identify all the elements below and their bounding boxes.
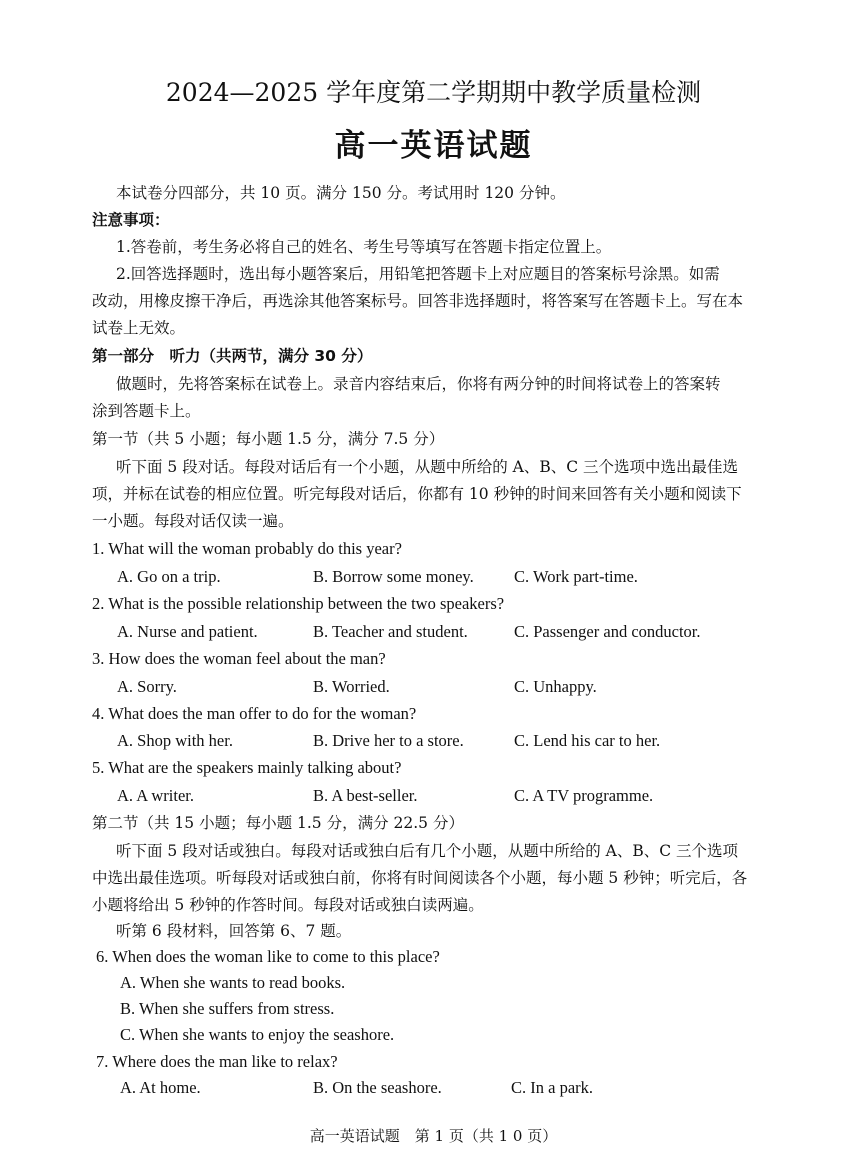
option-c: C. Work part-time. (514, 567, 638, 586)
section2-desc-line-1: 听下面 5 段对话或独白。每段对话或独白后有几个小题，从题中所给的 A、B、C 三个选项 (116, 842, 739, 860)
exam-header-title: 2024—2025 学年度第二学期期中教学质量检测 (165, 78, 702, 107)
section1-desc-line-2: 项，并标在试卷的相应位置。听完每段对话后，你都有 10 秒钟的时间来回答有关小题和阅读下 (92, 485, 742, 503)
option-a: A. A writer. (117, 786, 194, 805)
section2-desc-line-2: 中选出最佳选项。听每段对话或独白前，你将有时间阅读各个小题，每小题 5 秒钟；听完后，各 (92, 869, 748, 887)
notes-heading: 注意事项： (92, 211, 170, 229)
option-c: C. Passenger and conductor. (514, 622, 701, 641)
notes-item-2-line-1: 2.回答选择题时，选出每小题答案后，用铅笔把答题卡上对应题目的答案标号涂黑。如需 (116, 265, 720, 283)
option-c: C. Unhappy. (514, 677, 597, 696)
option-a: A. Sorry. (117, 677, 177, 696)
page-footer: 高一英语试题 第 1 页（共 1 0 页） (309, 1127, 558, 1145)
question-text: 6. When does the woman like to come to this place? (96, 947, 440, 966)
question-text: 4. What does the man offer to do for the woman? (92, 704, 417, 723)
option-c: C. A TV programme. (514, 786, 654, 805)
option-a: A. Nurse and patient. (117, 622, 258, 641)
question-text: 7. Where does the man like to relax? (96, 1052, 338, 1071)
option-a: A. When she wants to read books. (120, 973, 346, 992)
section1-desc-line-1: 听下面 5 段对话。每段对话后有一个小题，从题中所给的 A、B、C 三个选项中选出最佳选 (116, 458, 739, 476)
option-b: B. A best-seller. (313, 786, 418, 805)
question-text: 1. What will the woman probably do this year? (92, 539, 402, 558)
section2-heading: 第二节（共 15 小题；每小题 1.5 分，满分 22.5 分） (92, 814, 464, 832)
option-a: A. At home. (120, 1078, 201, 1097)
question-text: 2. What is the possible relationship between the two speakers? (92, 594, 505, 613)
notes-item-2-line-2: 改动，用橡皮擦干净后，再选涂其他答案标号。回答非选择题时，将答案写在答题卡上。写在本 (92, 292, 744, 310)
option-b: B. Worried. (313, 677, 390, 696)
part1-heading: 第一部分 听力（共两节，满分 30 分） (92, 347, 373, 365)
question-text: 3. How does the woman feel about the man? (92, 649, 386, 668)
exam-subject-title: 高一英语试题 (334, 128, 533, 164)
option-b: B. When she suffers from stress. (120, 999, 335, 1018)
part1-desc-line-1: 做题时，先将答案标在试卷上。录音内容结束后，你将有两分钟的时间将试卷上的答案转 (116, 375, 721, 393)
section1-heading: 第一节（共 5 小题；每小题 1.5 分，满分 7.5 分） (92, 430, 445, 448)
option-c: C. Lend his car to her. (514, 731, 661, 750)
exam-intro: 本试卷分四部分，共 10 页。满分 150 分。考试用时 120 分钟。 (116, 184, 566, 202)
section2-desc-line-3: 小题将给出 5 秒钟的作答时间。每段对话或独白读两遍。 (92, 896, 484, 914)
option-b: B. Teacher and student. (313, 622, 468, 641)
section1-desc-line-3: 一小题。每段对话仅读一遍。 (92, 512, 294, 530)
notes-item-1: 1.答卷前，考生务必将自己的姓名、考生号等填写在答题卡指定位置上。 (116, 238, 612, 256)
material-6-instruction: 听第 6 段材料，回答第 6、7 题。 (116, 922, 352, 940)
question-text: 5. What are the speakers mainly talking about? (92, 758, 402, 777)
option-c: C. In a park. (511, 1078, 594, 1097)
notes-item-2-line-3: 试卷上无效。 (92, 319, 186, 337)
option-b: B. Borrow some money. (313, 567, 474, 586)
option-a: A. Go on a trip. (117, 567, 221, 586)
option-b: B. Drive her to a store. (313, 731, 464, 750)
part1-desc-line-2: 涂到答题卡上。 (92, 402, 201, 420)
option-a: A. Shop with her. (117, 731, 233, 750)
option-c: C. When she wants to enjoy the seashore. (120, 1025, 395, 1044)
option-b: B. On the seashore. (313, 1078, 442, 1097)
